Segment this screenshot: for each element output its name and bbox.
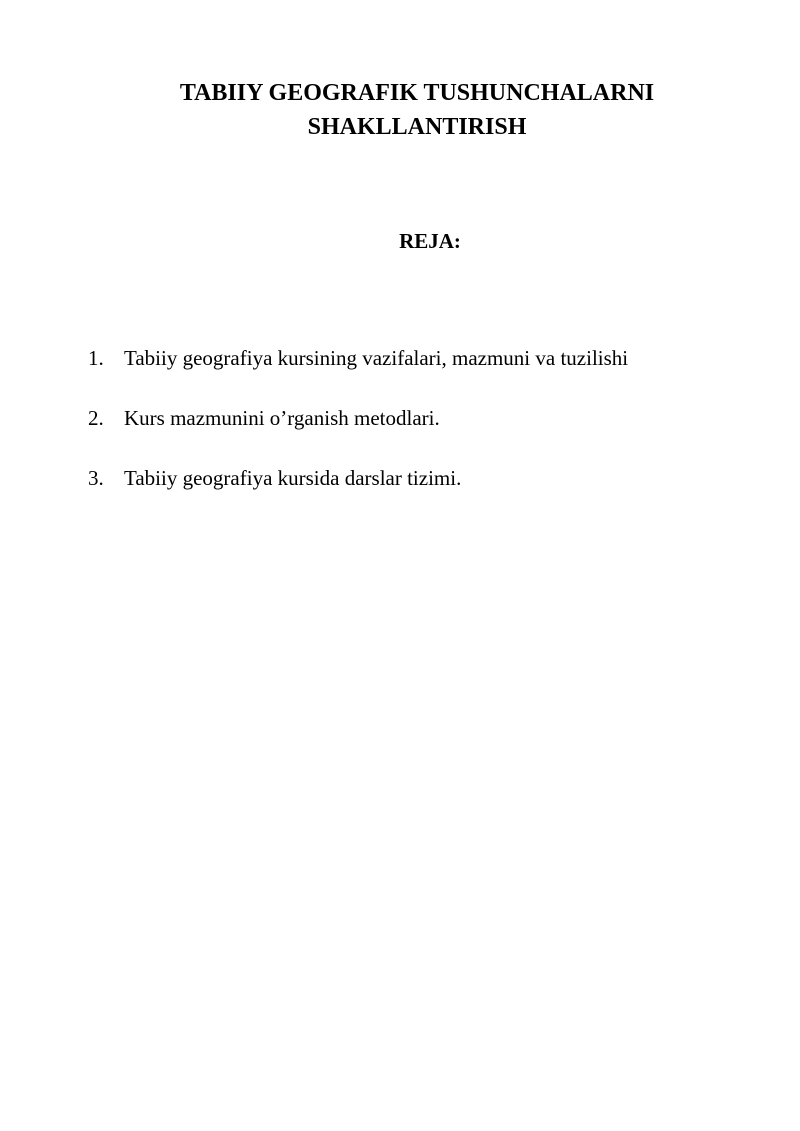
plan-item-text: Tabiiy geografiya kursining vazifalari, mazmuni va tuzilishi: [124, 346, 629, 370]
title-line-2: SHAKLLANTIRISH: [307, 114, 527, 140]
plan-item-number: 3.: [88, 466, 104, 490]
title-line-1: TABIIY GEOGRAFIK TUSHUNCHALARNI: [179, 80, 655, 106]
plan-item-text: Kurs mazmunini o’rganish metodlari.: [124, 406, 440, 430]
plan-item-1: [88, 340, 728, 376]
plan-item-3: [88, 460, 728, 496]
plan-item-number: 2.: [88, 406, 104, 430]
plan-item-text: Tabiiy geografiya kursida darslar tizimi.: [124, 466, 462, 490]
plan-list: [88, 340, 728, 520]
document-title: [120, 76, 714, 144]
plan-heading: REJA:: [399, 229, 461, 253]
plan-item-number: 1.: [88, 346, 104, 370]
plan-item-2: [88, 400, 728, 436]
